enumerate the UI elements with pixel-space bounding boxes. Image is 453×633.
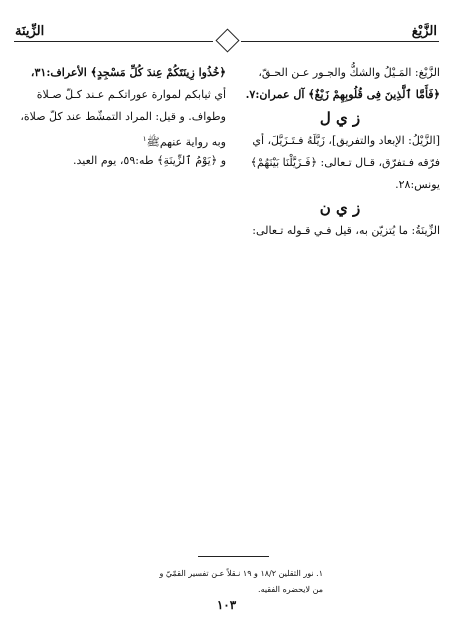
entry-zayl-quote: فرّقه فـتفرّق، قـال تـعالى: ﴿فَـزَيَّلْنَا بَيْنَهُمْ﴾ <box>250 156 440 169</box>
entry-zinah-explanation-1: أي ثيابكم لموارة عوراتكـم عـند كـلّ صـلاة <box>36 88 226 101</box>
quran-quote-al-araf: ﴿خُذُوا زِينَتَكُمْ عِندَ كُلِّ مَسْجِدٍ﴾ الأعراف:٣١، <box>30 66 226 79</box>
header-diamond-ornament <box>215 28 239 52</box>
running-header-right: الزَّيْغ <box>411 24 437 39</box>
honorific-symbol: ﷺ <box>146 135 160 149</box>
footnote-line-1: ١. نور الثقلين ١٨/٢ و ١٩ نـقلاً عـن تفسير القمّيّ و <box>159 569 323 578</box>
narration-text: وبه رواية عنهم <box>159 135 226 149</box>
root-heading-zayn: ز ي ن <box>319 199 361 217</box>
entry-zayl-reference: يونس:٢٨. <box>395 178 440 191</box>
entry-zinah-definition: الزِّينَةُ: ما يُتزيّن به، قيل فـي قـوله تـعالى: <box>252 224 440 237</box>
entry-zayl-definition: [الزَّيْلُ: الإبعاد والتفريق]، زَيَّلَهُ فـتَـزَيَّلَ، أي <box>252 134 440 147</box>
right-column <box>240 62 440 242</box>
header-rule-left <box>14 41 213 42</box>
running-header-left: الزِّينَة <box>15 24 45 39</box>
entry-zaygh-definition: الزَّيْغ: المَـيْلُ والشكُّ والجـور عـن الحـقّ، <box>258 66 440 79</box>
header-rule-right <box>241 41 439 42</box>
entry-yawm-al-zinah: و ﴿يَوْمُ ٱلزِّينَةِ﴾ طه:٥٩، يوم العيد. <box>73 154 226 167</box>
footnote-rule <box>198 556 269 557</box>
page-number: ١٠٣ <box>216 598 237 612</box>
quran-quote-al-imran: ﴿فَأَمَّا ٱلَّذِينَ فِى قُلُوبِهِمْ زَيْغٌ﴾ آل عمران:٧. <box>245 88 440 101</box>
entry-zinah-narration <box>20 128 226 150</box>
root-heading-zayl: ز ي ل <box>319 109 361 127</box>
footnote-line-2: من لايحضره الفقيه. <box>258 585 323 594</box>
footnote-marker: ١ <box>142 135 147 143</box>
entry-zinah-explanation-2: وطواف. و قيل: المراد التمشّط عند كلّ صلاة، <box>20 110 226 123</box>
left-column <box>20 62 226 172</box>
